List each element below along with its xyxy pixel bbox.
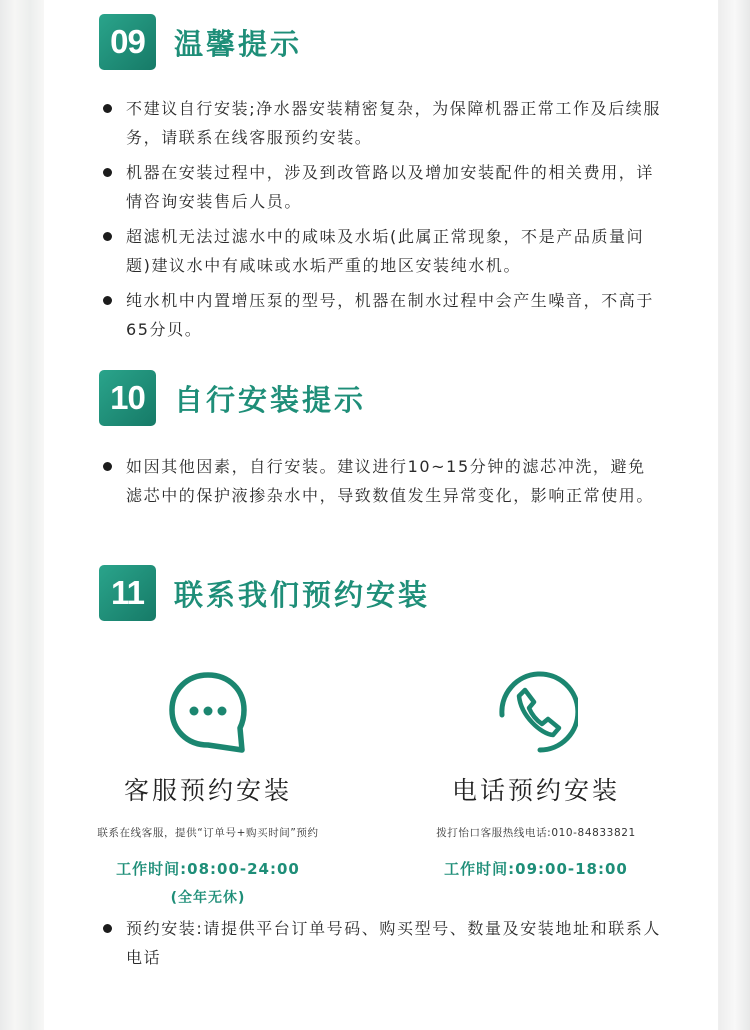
bullet-dot [103, 462, 112, 471]
list-item-text: 预约安装:请提供平台订单号码、购买型号、数量及安装地址和联系人电话 [126, 919, 661, 967]
section-number-badge: 10 [99, 370, 156, 426]
bullet-dot [103, 296, 112, 305]
content-card [44, 0, 718, 1030]
contact-title: 客服预约安装 [123, 776, 292, 805]
contact-description: 联系在线客服，提供“订单号+购买时间”预约 [97, 827, 319, 839]
tips-list [102, 94, 662, 350]
section-number-badge: 09 [99, 14, 156, 70]
bullet-dot [103, 104, 112, 113]
list-item-text: 不建议自行安装;净水器安装精密复杂，为保障机器正常工作及后续服务，请联系在线客服预约安装。 [126, 99, 661, 147]
section-header-09 [99, 14, 302, 70]
list-item [102, 222, 662, 280]
section-header-10 [99, 370, 366, 426]
section-title: 温馨提示 [174, 26, 303, 61]
list-item-text: 机器在安装过程中，涉及到改管路以及增加安装配件的相关费用，详情咨询安装售后人员。 [126, 163, 655, 211]
self-install-list [102, 452, 662, 516]
phone-contact [386, 670, 686, 879]
list-item-text: 纯水机中内置增压泵的型号，机器在制水过程中会产生噪音，不高于65分贝。 [126, 291, 655, 339]
phone-icon [494, 670, 578, 754]
list-item [102, 94, 662, 152]
list-item [102, 452, 662, 510]
list-item [102, 286, 662, 344]
working-hours: 工作时间:08:00-24:00 [116, 860, 300, 878]
section-title: 自行安装提示 [174, 382, 367, 417]
working-hours-note: (全年无休) [170, 890, 246, 906]
list-item [102, 914, 662, 972]
chat-bubble-icon [166, 670, 250, 754]
section-number-badge: 11 [99, 565, 156, 621]
online-service-contact [58, 670, 358, 907]
bullet-dot [103, 924, 112, 933]
working-hours: 工作时间:09:00-18:00 [444, 860, 628, 878]
contact-title: 电话预约安装 [451, 776, 620, 805]
list-item [102, 158, 662, 216]
list-item-text: 如因其他因素，自行安装。建议进行10~15分钟的滤芯冲洗，避免滤芯中的保护液掺杂水中，导致数值发生异常变化，影响正常使用。 [126, 457, 655, 505]
section-title: 联系我们预约安装 [174, 577, 431, 612]
booking-info-list [102, 914, 662, 978]
bullet-dot [103, 168, 112, 177]
list-item-text: 超滤机无法过滤水中的咸味及水垢(此属正常现象，不是产品质量问题)建议水中有咸味或水垢严重的地区安装纯水机。 [126, 227, 645, 275]
section-header-11 [99, 565, 430, 621]
contact-description: 拨打怡口客服热线电话:010-84833821 [436, 827, 636, 839]
bullet-dot [103, 232, 112, 241]
